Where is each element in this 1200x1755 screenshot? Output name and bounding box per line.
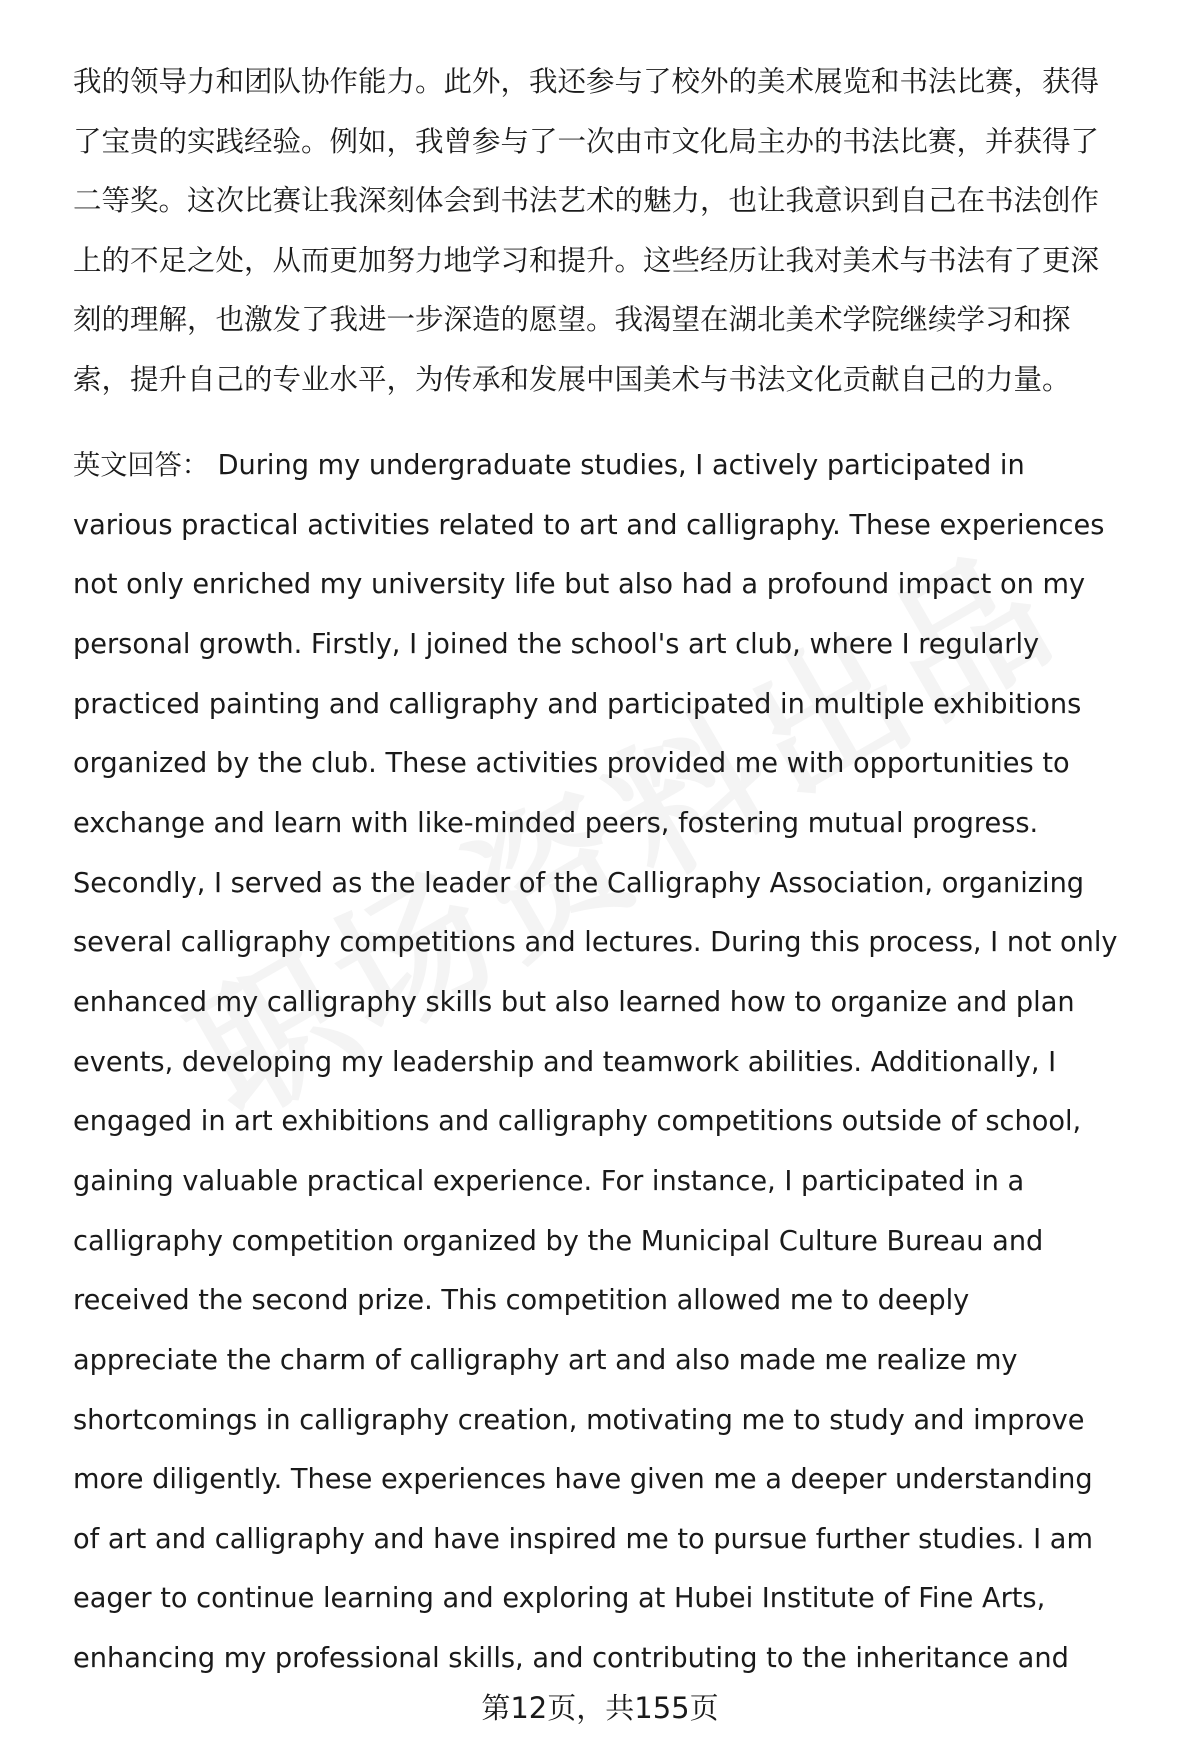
text-line: eager to continue learning and exploring at Hubei Institute of Fine Arts,: [73, 1583, 1046, 1615]
english-answer-paragraph: [73, 436, 1163, 1689]
text-line: personal growth. Firstly, I joined the school's art club, where I regularly: [73, 628, 1040, 660]
text-line: of art and calligraphy and have inspired me to pursue further studies. I am: [73, 1523, 1093, 1555]
text-line: practiced painting and calligraphy and participated in multiple exhibitions: [73, 688, 1082, 720]
text-line: 二等奖。这次比赛让我深刻体会到书法艺术的魅力，也让我意识到自己在书法创作: [73, 184, 1100, 218]
text-line: several calligraphy competitions and lectures. During this process, I not only: [73, 927, 1118, 959]
text-line: 我的领导力和团队协作能力。此外，我还参与了校外的美术展览和书法比赛，获得: [73, 65, 1100, 98]
text-line: various practical activities related to art and calligraphy. These experiences: [73, 509, 1105, 541]
text-line: appreciate the charm of calligraphy art and also made me realize my: [73, 1344, 1018, 1376]
text-line: engaged in art exhibitions and calligraphy competitions outside of school,: [73, 1106, 1082, 1138]
text-line: 刻的理解，也激发了我进一步深造的愿望。我渴望在湖北美术学院继续学习和探: [73, 303, 1071, 337]
chinese-paragraph: [73, 52, 1153, 410]
text-line: not only enriched my university life but also had a profound impact on my: [73, 569, 1086, 601]
text-line: 了宝贵的实践经验。例如，我曾参与了一次由市文化局主办的书法比赛，并获得了: [73, 124, 1100, 158]
page-number-footer: 第12页，共155页: [481, 1691, 719, 1725]
text-line: 索，提升自己的专业水平，为传承和发展中国美术与书法文化贡献自己的力量。: [73, 362, 1071, 396]
text-line: organized by the club. These activities provided me with opportunities to: [73, 748, 1070, 780]
text-line: shortcomings in calligraphy creation, motivating me to study and improve: [73, 1404, 1085, 1436]
text-line: 英文回答： During my undergraduate studies, I actively participated in: [73, 450, 1025, 481]
text-line: events, developing my leadership and teamwork abilities. Additionally, I: [73, 1046, 1057, 1078]
text-line: enhancing my professional skills, and contributing to the inheritance and: [73, 1643, 1069, 1675]
text-line: received the second prize. This competition allowed me to deeply: [73, 1285, 970, 1317]
text-line: gaining valuable practical experience. For instance, I participated in a: [73, 1165, 1025, 1197]
text-line: 上的不足之处，从而更加努力地学习和提升。这些经历让我对美术与书法有了更深: [73, 243, 1100, 277]
text-line: Secondly, I served as the leader of the Calligraphy Association, organizing: [73, 867, 1085, 899]
text-line: calligraphy competition organized by the Municipal Culture Bureau and: [73, 1225, 1044, 1257]
text-line: more diligently. These experiences have given me a deeper understanding: [73, 1464, 1093, 1496]
text-line: enhanced my calligraphy skills but also learned how to organize and plan: [73, 986, 1075, 1018]
text-line: exchange and learn with like-minded peers, fostering mutual progress.: [73, 807, 1039, 839]
